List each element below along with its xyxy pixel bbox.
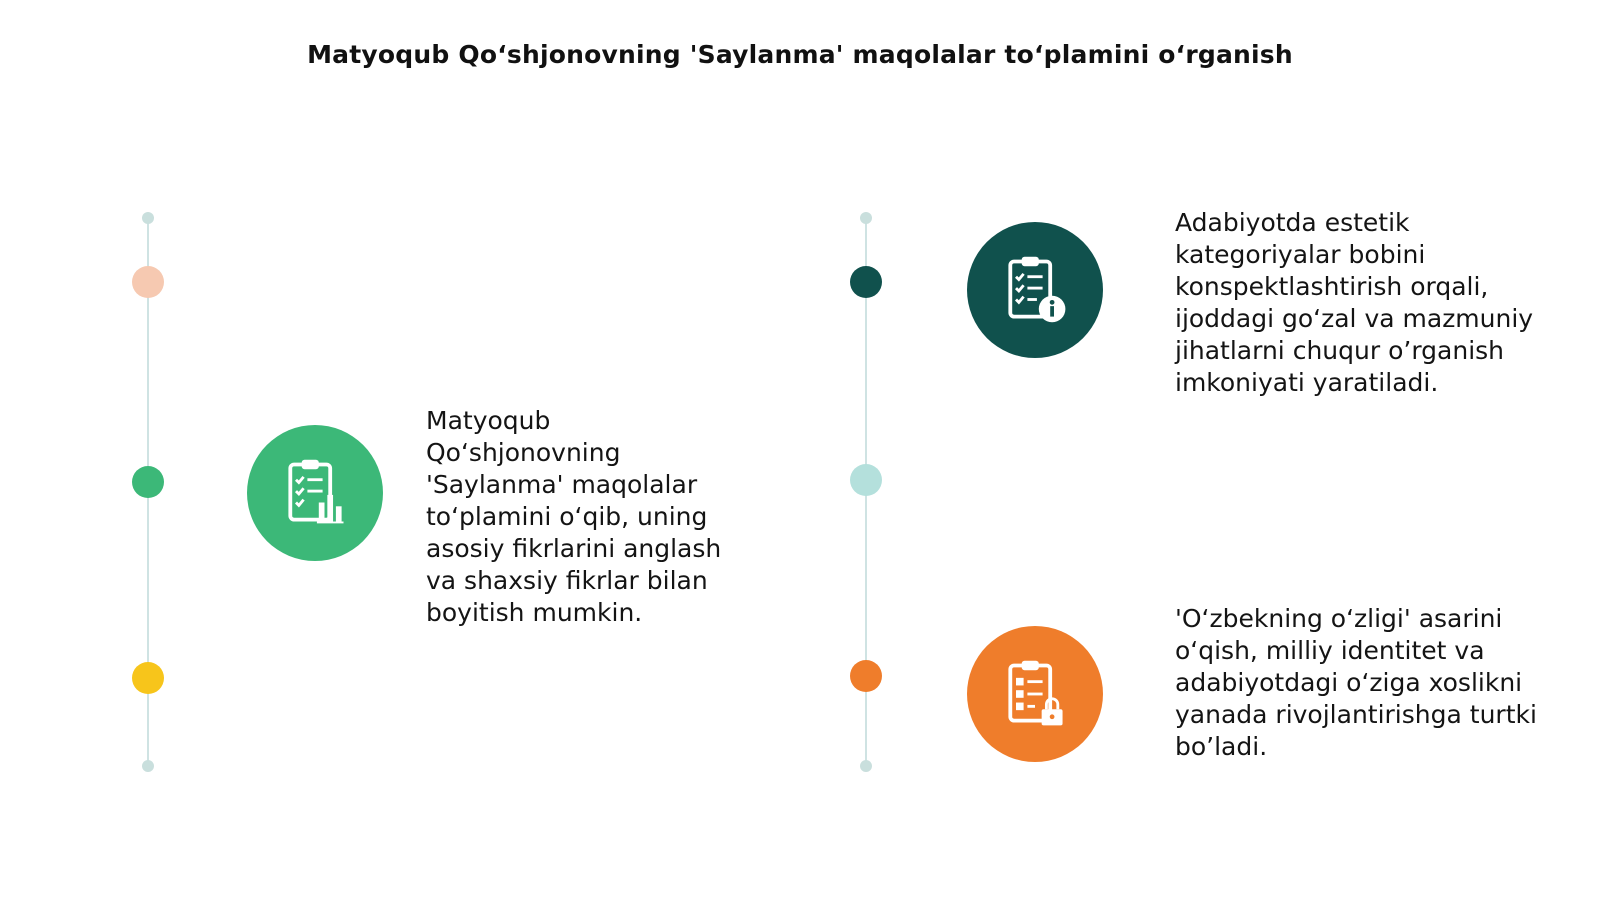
left-timeline-start-dot bbox=[142, 212, 154, 224]
item-2-icon-circle bbox=[967, 222, 1103, 358]
left-timeline-dot-green bbox=[132, 466, 164, 498]
right-timeline bbox=[846, 214, 886, 774]
left-timeline-end-dot bbox=[142, 760, 154, 772]
left-timeline-dot-yellow bbox=[132, 662, 164, 694]
right-timeline-dot-light-teal bbox=[850, 464, 882, 496]
item-3-text: 'O‘zbekning o‘zligi' asarini o‘qish, milliy identitet va adabiyotdagi o‘ziga xoslikni yanada rivojlantirishga turtki bo’ladi. bbox=[1175, 604, 1537, 761]
item-2-text: Adabiyotda estetik kategoriyalar bobini konspektlashtirish orqali, ijoddagi go‘zal va mazmuniy jihatlarni chuqur o’rganish imkoniyati yaratiladi. bbox=[1175, 208, 1534, 397]
item-3-icon-circle bbox=[967, 626, 1103, 762]
clipboard-chart-icon bbox=[277, 455, 353, 531]
left-timeline bbox=[128, 214, 168, 774]
item-1-icon-circle bbox=[247, 425, 383, 561]
clipboard-lock-icon bbox=[997, 656, 1073, 732]
right-timeline-start-dot bbox=[860, 212, 872, 224]
right-timeline-dot-orange bbox=[850, 660, 882, 692]
clipboard-info-icon bbox=[997, 252, 1073, 328]
item-1-text: Matyoqub Qo‘shjonovning 'Saylanma' maqolalar to‘plamini o‘qib, uning asosiy fikrlarini anglash va shaxsiy fikrlar bilan boyitish mumkin. bbox=[426, 406, 722, 627]
right-timeline-end-dot bbox=[860, 760, 872, 772]
right-timeline-dot-dark-teal bbox=[850, 266, 882, 298]
left-timeline-dot-peach bbox=[132, 266, 164, 298]
page-title: Matyoqub Qo‘shjonovning 'Saylanma' maqolalar to‘plamini o‘rganish bbox=[307, 40, 1293, 69]
